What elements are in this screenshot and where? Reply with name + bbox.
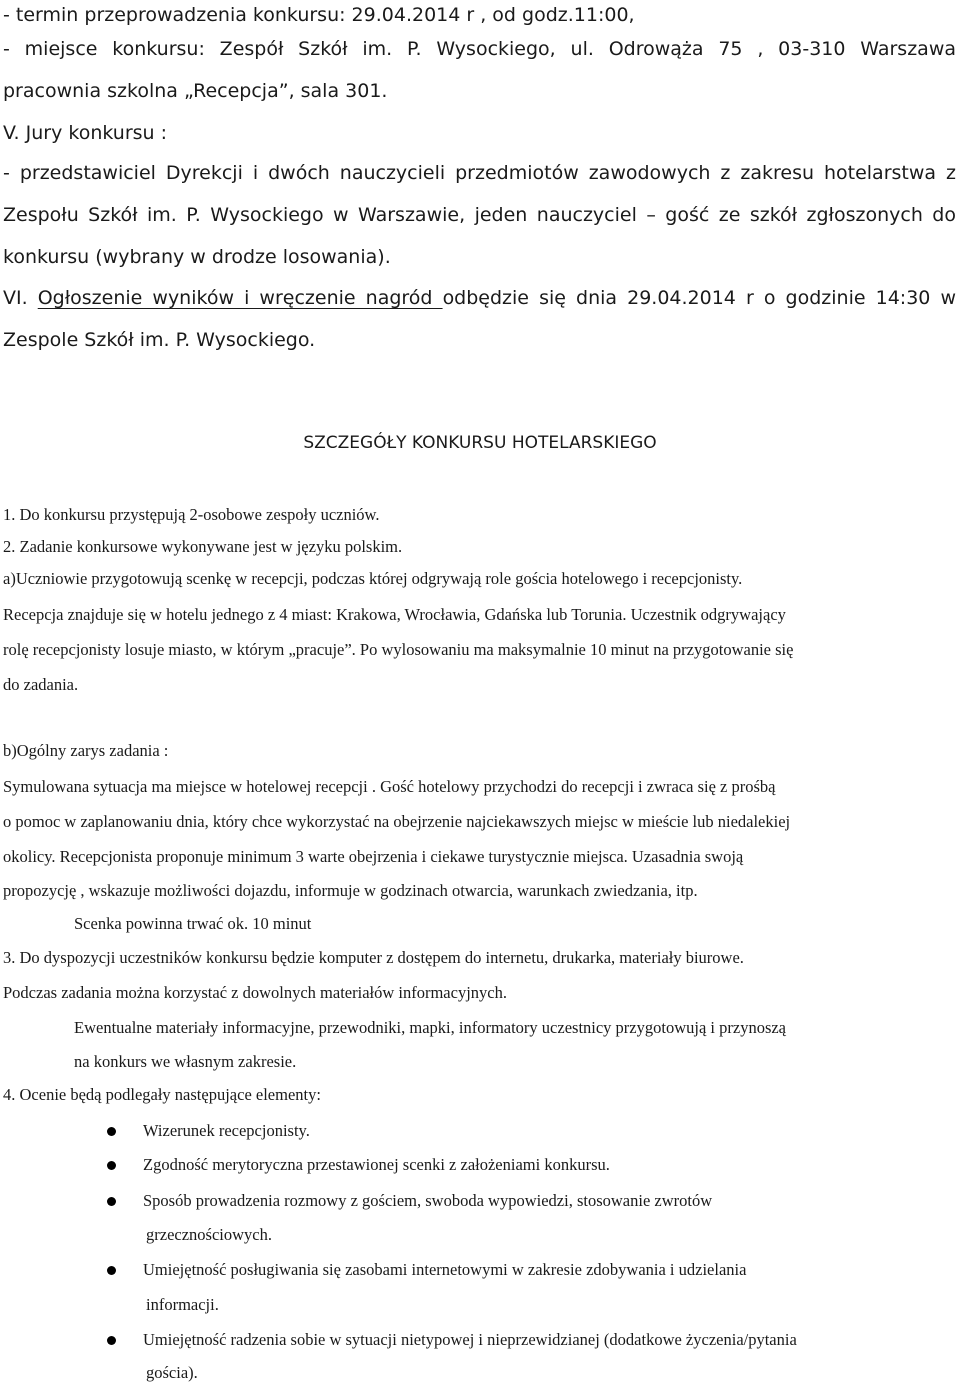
- list-item: Zgodność merytoryczna przestawionej scenki z założeniami konkursu.: [143, 1155, 610, 1174]
- text-line: - termin przeprowadzenia konkursu: 29.04.2014 r , od godz.11:00,: [3, 4, 635, 26]
- text-line: 3. Do dyspozycji uczestników konkursu będzie komputer z dostępem do internetu, drukarka, materiały biurowe.: [3, 948, 744, 967]
- text-line: Symulowana sytuacja ma miejsce w hotelowej recepcji . Gość hotelowy przychodzi do recepcji i zwraca się z prośbą: [3, 777, 776, 796]
- text-line: Zespole Szkół im. P. Wysockiego.: [3, 329, 316, 351]
- list-item: Wizerunek recepcjonisty.: [143, 1121, 310, 1140]
- text-line: - miejsce konkursu: Zespół Szkół im. P. Wysockiego, ul. Odrowąża 75 , 03-310 Warszawa: [3, 38, 956, 60]
- text-line: Scenka powinna trwać ok. 10 minut: [74, 914, 312, 933]
- bullet-icon: [107, 1197, 116, 1206]
- page-title: SZCZEGÓŁY KONKURSU HOTELARSKIEGO: [303, 433, 657, 453]
- bullet-icon: [107, 1161, 116, 1170]
- list-item-continuation: gościa).: [146, 1363, 198, 1382]
- list-item-continuation: grzecznościowych.: [146, 1225, 272, 1244]
- text-line: na konkurs we własnym zakresie.: [74, 1052, 297, 1071]
- text-line: propozycję , wskazuje możliwości dojazdu, informuje w godzinach otwarcia, warunkach zwiedzania, itp.: [3, 881, 698, 900]
- section-heading: V. Jury konkursu :: [3, 122, 168, 144]
- list-item: Sposób prowadzenia rozmowy z gościem, swoboda wypowiedzi, stosowanie zwrotów: [143, 1191, 713, 1210]
- bullet-icon: [107, 1336, 116, 1345]
- text-line: - przedstawiciel Dyrekcji i dwóch nauczycieli przedmiotów zawodowych z zakresu hotelarstwa z: [3, 162, 956, 184]
- list-item: Umiejętność radzenia sobie w sytuacji nietypowej i nieprzewidzianej (dodatkowe życzenia/pytania: [143, 1330, 797, 1349]
- text-line: Recepcja znajduje się w hotelu jednego z 4 miast: Krakowa, Wrocławia, Gdańska lub Torunia. Uczestnik odgrywający: [3, 605, 786, 624]
- text-line: Ewentualne materiały informacyjne, przewodniki, mapki, informatory uczestnicy przygotowują i przynoszą: [74, 1018, 787, 1037]
- text-line: 4. Ocenie będą podlegały następujące elementy:: [3, 1085, 321, 1104]
- text-line: konkursu (wybrany w drodze losowania).: [3, 246, 391, 268]
- list-item-continuation: informacji.: [146, 1295, 219, 1314]
- text-line: rolę recepcjonisty losuje miasto, w którym „pracuje”. Po wylosowaniu ma maksymalnie 10 minut na przygotowanie się: [3, 640, 794, 659]
- text-line: Podczas zadania można korzystać z dowolnych materiałów informacyjnych.: [3, 983, 507, 1002]
- section-number: VI.: [3, 287, 38, 309]
- bullet-icon: [107, 1127, 116, 1136]
- text-line: [3, 277, 956, 319]
- bullet-icon: [107, 1266, 116, 1275]
- list-item: Umiejętność posługiwania się zasobami internetowymi w zakresie zdobywania i udzielania: [143, 1260, 747, 1279]
- underlined-text: Ogłoszenie wyników i wręczenie nagród: [37, 287, 443, 309]
- text-line: pracownia szkolna „Recepcja”, sala 301.: [3, 80, 388, 102]
- text-line: b)Ogólny zarys zadania :: [3, 741, 169, 760]
- text-span: odbędzie się dnia 29.04.2014 r o godzinie 14:30 w: [442, 287, 956, 309]
- text-line: Zespołu Szkół im. P. Wysockiego w Warszawie, jeden nauczyciel – gość ze szkół zgłoszonych do: [3, 204, 956, 226]
- text-line: okolicy. Recepcjonista proponuje minimum 3 warte obejrzenia i ciekawe turystycznie miejsca. Uzasadnia swoją: [3, 847, 744, 866]
- text-line: do zadania.: [3, 675, 79, 694]
- text-line: o pomoc w zaplanowaniu dnia, który chce wykorzystać na obejrzenie najciekawszych miejsc w mieście lub niedalekiej: [3, 812, 791, 831]
- text-line: 2. Zadanie konkursowe wykonywane jest w języku polskim.: [3, 537, 403, 556]
- text-line: 1. Do konkursu przystępują 2-osobowe zespoły uczniów.: [3, 505, 380, 524]
- text-line: a)Uczniowie przygotowują scenkę w recepcji, podczas której odgrywają role gościa hotelowego i recepcjonisty.: [3, 569, 743, 588]
